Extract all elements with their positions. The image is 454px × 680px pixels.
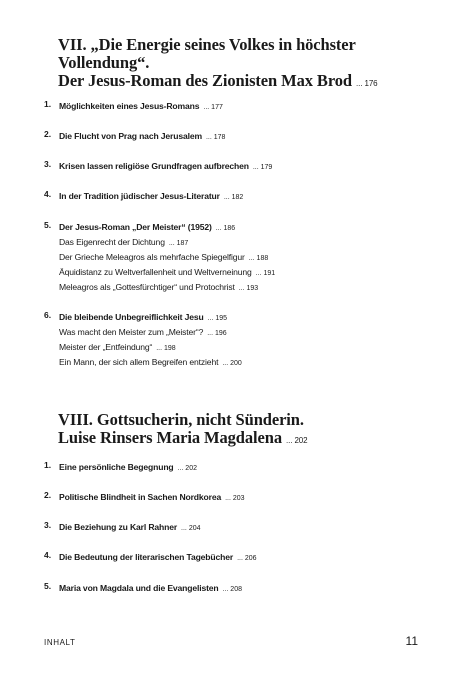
section-number: 4. (44, 189, 52, 199)
section-page: ... 186 (215, 225, 236, 232)
subsection-page: ... 191 (255, 270, 276, 277)
subsection-title: Äquidistanz zu Weltverfallenheit und Weltverneinung (59, 267, 252, 277)
section-number: 2. (44, 490, 52, 500)
section-number: 6. (44, 310, 52, 320)
section-row (59, 309, 227, 325)
section-number: 1. (44, 99, 52, 109)
section-page: ... 179 (252, 164, 273, 171)
section-title: Die bleibende Unbegreiflichkeit Jesu (59, 312, 204, 322)
chapter-title-line: Vollendung“. (58, 53, 150, 72)
subsection-row (59, 279, 258, 295)
section-title: Politische Blindheit in Sachen Nordkorea (59, 492, 222, 502)
chapter-title-line (58, 72, 418, 93)
chapter-title-line-text: Luise Rinsers Maria Magdalena (58, 428, 282, 447)
chapter-title (58, 411, 418, 450)
section-number: 3. (44, 159, 52, 169)
chapter-page-ref: ... 176 (355, 79, 378, 88)
section-title: Eine persönliche Begegnung (59, 462, 174, 472)
subsection-title: Meister der „Entfeindung“ (59, 342, 153, 352)
section-row (59, 98, 223, 114)
section-page: ... 206 (237, 555, 257, 562)
section-page: ... 203 (225, 495, 245, 502)
section-title: Die Flucht von Prag nach Jerusalem (59, 131, 202, 141)
subsection-title: Der Grieche Meleagros als mehrfache Spiegelfigur (59, 252, 245, 262)
section-title: Die Beziehung zu Karl Rahner (59, 522, 178, 532)
subsection-title: Was macht den Meister zum „Meister“? (59, 327, 204, 337)
section-number: 4. (44, 550, 52, 560)
section-row (59, 158, 272, 174)
section-row (59, 519, 201, 535)
subsection-page: ... 198 (156, 345, 176, 352)
section-title: Der Jesus-Roman „Der Meister“ (1952) (59, 222, 212, 232)
subsection-row (59, 354, 242, 370)
section-title: Die Bedeutung der literarischen Tagebücher (59, 552, 234, 562)
section-number: 2. (44, 129, 52, 139)
subsection-page: ... 196 (207, 330, 227, 337)
chapter-title-line (58, 429, 418, 450)
section-number: 3. (44, 520, 52, 530)
chapter-title-line: VII. „Die Energie seines Volkes in höchster (58, 35, 356, 54)
subsection-row (59, 249, 268, 265)
subsection-page: ... 187 (168, 240, 189, 247)
section-number: 1. (44, 460, 52, 470)
chapter-title-line-text: Der Jesus-Roman des Zionisten Max Brod (58, 71, 352, 90)
section-row (59, 580, 242, 596)
subsection-page: ... 200 (222, 360, 242, 367)
section-row (59, 128, 225, 144)
section-row (59, 549, 257, 565)
section-number: 5. (44, 581, 52, 591)
subsection-title: Meleagros als „Gottesfürchtiger“ und Protochrist (59, 282, 235, 292)
section-number: 5. (44, 220, 52, 230)
subsection-row (59, 264, 275, 280)
section-page: ... 182 (223, 194, 244, 201)
section-page: ... 208 (222, 586, 242, 593)
subsection-row (59, 234, 188, 250)
section-page: ... 195 (207, 315, 228, 322)
chapter-title (58, 36, 418, 93)
section-page: ... 202 (177, 465, 197, 472)
section-row (59, 219, 235, 235)
section-row (59, 459, 197, 475)
running-footer-label: INHALT (44, 638, 76, 647)
section-title: Möglichkeiten eines Jesus-Romans (59, 101, 200, 111)
section-row (59, 188, 243, 204)
section-title: Maria von Magdala und die Evangelisten (59, 583, 219, 593)
section-page: ... 177 (203, 104, 223, 111)
subsection-title: Das Eigenrecht der Dichtung (59, 237, 165, 247)
page-number: 11 (405, 634, 418, 648)
section-row (59, 489, 245, 505)
section-page: ... 204 (181, 525, 201, 532)
subsection-page: ... 193 (238, 285, 259, 292)
subsection-row (59, 339, 176, 355)
chapter-title-line: VIII. Gottsucherin, nicht Sünderin. (58, 410, 304, 429)
section-title: Krisen lassen religiöse Grundfragen aufbrechen (59, 161, 249, 171)
subsection-page: ... 188 (248, 255, 269, 262)
subsection-title: Ein Mann, der sich allem Begreifen entzieht (59, 357, 219, 367)
subsection-row (59, 324, 227, 340)
section-title: In der Tradition jüdischer Jesus-Literatur (59, 191, 220, 201)
section-page: ... 178 (205, 134, 226, 141)
chapter-page-ref: ... 202 (285, 436, 308, 445)
